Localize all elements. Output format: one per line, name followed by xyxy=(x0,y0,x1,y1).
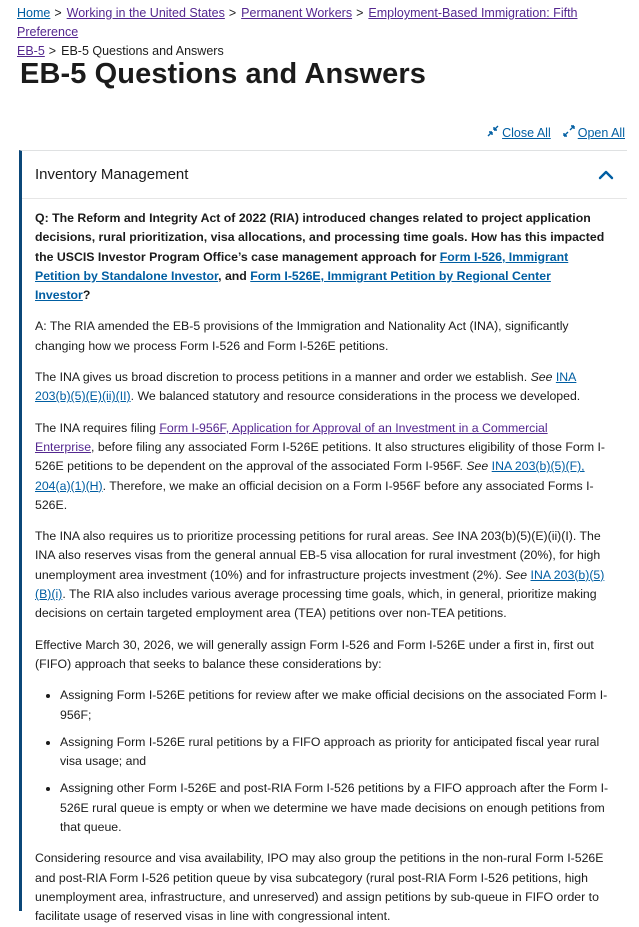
ina-citation-link[interactable]: INA 203(b)(5)(E)(ii)(II) xyxy=(35,370,577,404)
answer-paragraph: Considering resource and visa availability, IPO may also group the petitions in the non-rural Form I-526E and post-RIA Form I-526 petition queue by visa subcategory (rural post-RIA Form I-526 petitions, high unemployment area, infrastructure, and unreserved) and assign petitions by sub-queue in FIFO order to facilitate usage of reserved visas in line with congressional intent. xyxy=(35,851,604,924)
breadcrumb-current: EB-5 Questions and Answers xyxy=(61,44,224,58)
answer-paragraph xyxy=(35,527,609,623)
form-i-526e-link[interactable]: Form I-526E, Immigrant Petition by Regional Center Investor xyxy=(35,268,551,303)
paragraph-text: , before filing any associated Form I-526E petitions. It also structures eligibility of those Form I-526E petitions to be dependent on the approval of the associated Form I-956F. xyxy=(35,439,606,474)
list-item: • Assigning other Form I-526E and post-RIA Form I-526 petitions by a FIFO approach after the Form I-526E rural queue is empty or when we determine we have made decisions on enough petitions from that queue. xyxy=(60,779,609,837)
list-item: • Assigning Form I-526E rural petitions by a FIFO approach as priority for anticipated fiscal year rural visa usage; and xyxy=(60,733,609,772)
open-all-button[interactable] xyxy=(563,125,625,140)
breadcrumb-separator: > xyxy=(356,6,364,20)
see-text: See xyxy=(505,567,528,582)
question-paragraph xyxy=(35,209,609,305)
accordion-controls xyxy=(487,125,625,140)
paragraph-text: . Therefore, we make an official decision on a Form I-956F before any associated Forms I-526E. xyxy=(35,478,594,512)
question-text: ? xyxy=(82,288,91,303)
see-text: See xyxy=(530,370,553,385)
paragraph-text: INA 203(b)(5)(E)(ii)(I). The INA also reserves visas from the general annual EB-5 visa allocation for rural investment (20%), for high unemployment area investment (10%) and for infrastructure projects investment (2%). xyxy=(35,529,601,582)
paragraph-text: . We balanced statutory and resource considerations in the process we developed. xyxy=(130,389,581,404)
answer-paragraph xyxy=(35,368,609,407)
close-all-label: Close All xyxy=(502,125,551,140)
accordion-body xyxy=(22,199,627,927)
ina-citation-link[interactable]: INA 203(b)(5)(B)(i) xyxy=(35,567,605,602)
breadcrumb-separator: > xyxy=(54,6,62,20)
breadcrumb-permanent-link[interactable]: Permanent Workers xyxy=(241,6,353,20)
breadcrumb-eb-fifth-link[interactable]: Employment-Based Immigration: Fifth Preference xyxy=(17,6,578,39)
paragraph-text: The INA also requires us to prioritize processing petitions for rural areas. xyxy=(35,529,433,544)
close-all-button[interactable] xyxy=(487,125,551,140)
list-item: • Assigning Form I-526E petitions for review after we make official decisions on the associated Form I-956F; xyxy=(60,686,609,725)
answer-paragraph xyxy=(35,419,609,515)
expand-icon xyxy=(563,125,575,140)
breadcrumb-working-link[interactable]: Working in the United States xyxy=(66,6,225,20)
paragraph-text: . The RIA also includes various average processing time goals, which, in general, prioritize making decisions on certain targeted employment area (TEA) petitions over non-TEA petitions. xyxy=(35,587,597,621)
accordion-header[interactable] xyxy=(22,151,627,199)
breadcrumb-home-link[interactable]: Home xyxy=(17,6,51,20)
see-text: See xyxy=(466,459,489,474)
breadcrumb-eb5-link[interactable]: EB-5 xyxy=(17,44,45,58)
answer-paragraph: Effective March 30, 2026, we will generally assign Form I-526 and Form I-526E under a first in, first out (FIFO) approach that seeks to balance these considerations by: xyxy=(35,637,594,671)
chevron-up-icon[interactable] xyxy=(597,166,615,184)
fifo-list xyxy=(35,686,609,837)
question-text: , and xyxy=(218,268,251,283)
form-i-526-link[interactable]: Form I-526, Immigrant Petition by Standalone Investor xyxy=(35,249,569,283)
page-title: EB-5 Questions and Answers xyxy=(20,58,427,90)
accordion-inventory-management xyxy=(19,150,627,924)
breadcrumb xyxy=(17,4,629,61)
form-i-956f-link[interactable]: Form I-956F, Application for Approval of an Investment in a Commercial Enterprise xyxy=(35,420,548,454)
question-text: Q: The Reform and Integrity Act of 2022 (RIA) introduced changes related to project application decisions, rural prioritization, visa allocations, and processing time goals. How has this impacted the USCIS Investor Program Office’s case management approach for xyxy=(35,211,605,264)
answer-paragraph: A: The RIA amended the EB-5 provisions of the Immigration and Nationality Act (INA), significantly changing how we process Form I-526 and Form I-526E petitions. xyxy=(35,319,569,353)
breadcrumb-separator: > xyxy=(228,6,237,20)
see-text: See xyxy=(432,529,454,544)
paragraph-text: The INA gives us broad discretion to process petitions in a manner and order we establish. xyxy=(35,370,531,385)
breadcrumb-separator: > xyxy=(48,44,57,58)
ina-citation-link[interactable]: INA 203(b)(5)(F), 204(a)(1)(H) xyxy=(35,459,585,493)
paragraph-text: The INA requires filing xyxy=(35,420,160,435)
accordion-title: Inventory Management xyxy=(35,166,189,183)
open-all-label: Open All xyxy=(577,125,625,140)
collapse-icon xyxy=(487,125,499,140)
